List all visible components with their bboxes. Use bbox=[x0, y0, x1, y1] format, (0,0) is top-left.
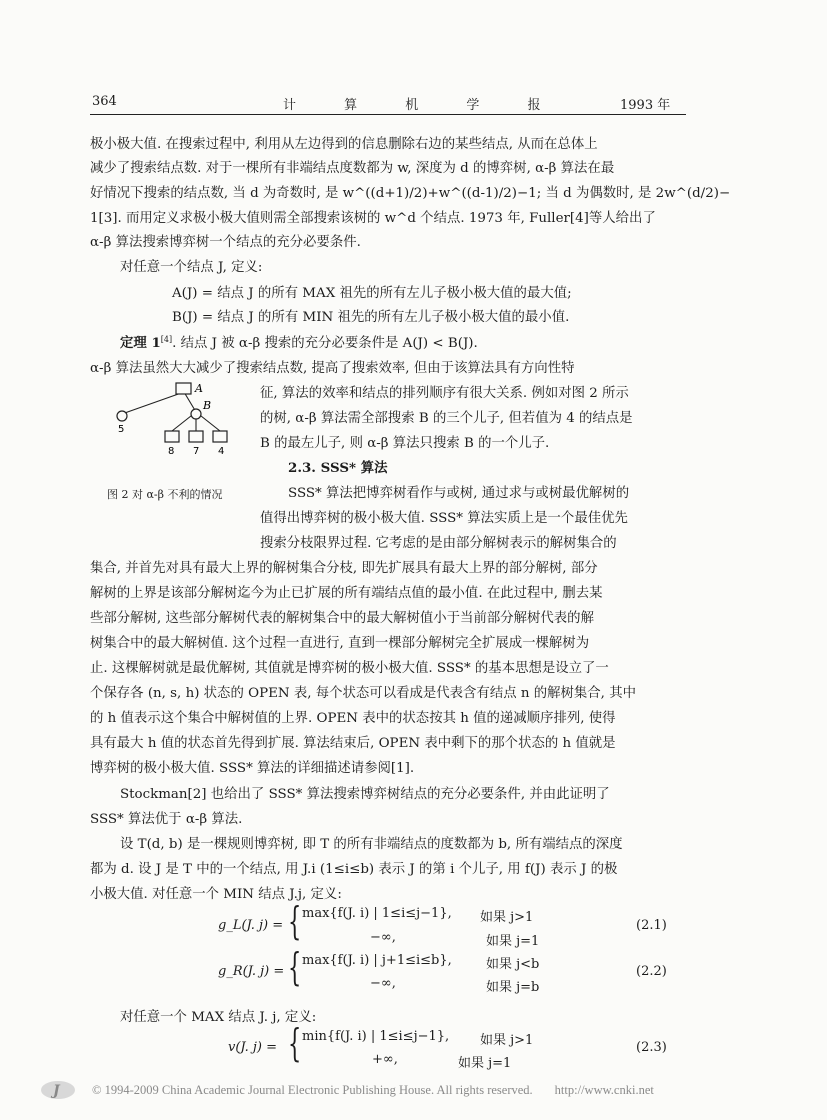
text-line: 都为 d. 设 J 是 T 中的一个结点, 用 J.i (1≤i≤b) 表示 J 的第 i 个儿子, 用 f(J) 表示 J 的极 bbox=[90, 862, 618, 877]
eq-2-2-case1: max{f(J. i) | j+1≤i≤b}, bbox=[302, 953, 452, 968]
theorem-1 bbox=[120, 332, 478, 351]
eq-2-1-case1: max{f(J. i) | 1≤i≤j−1}, bbox=[302, 906, 452, 921]
svg-text:J: J bbox=[53, 1083, 60, 1099]
min-leaf-node bbox=[117, 411, 127, 421]
eq-2-3-cond2: 如果 j=1 bbox=[458, 1056, 512, 1071]
definition-B: B(J) = 结点 J 的所有 MIN 祖先的所有左儿子极小极大值的最小值. bbox=[172, 310, 570, 325]
text-line: 好情况下搜索的结点数, 当 d 为奇数时, 是 w^((d+1)/2)+w^((d-1)/2)−1; 当 d 为偶数时, 是 2w^(d/2)− bbox=[90, 186, 731, 201]
text-line: 树集合中的最大解树值. 这个过程一直进行, 直到一棵部分解树完全扩展成一棵解树为 bbox=[90, 636, 590, 651]
eq-2-3-case1: min{f(J. i) | 1≤i≤j−1}, bbox=[302, 1029, 450, 1044]
text-line: 极小极大值. 在搜索过程中, 利用从左边得到的信息删除右边的某些结点, 从而在总体上 bbox=[90, 137, 598, 152]
text-line: 设 T(d, b) 是一棵规则博弈树, 即 T 的所有非端结点的度数都为 b, 所有端结点的深度 bbox=[120, 837, 623, 852]
text-line: Stockman[2] 也给出了 SSS* 算法搜索博弈树结点的充分必要条件, 并由此证明了 bbox=[120, 787, 610, 802]
label-A: A bbox=[195, 382, 203, 395]
max-node-A bbox=[176, 383, 191, 394]
text-line: 值得出博弈树的极小极大值. SSS* 算法实质上是一个最佳优先 bbox=[260, 511, 628, 526]
eq-2-2-cond2: 如果 j=b bbox=[486, 980, 540, 995]
eq-2-2-cond1: 如果 j<b bbox=[486, 957, 540, 972]
text-line: 集合, 并首先对具有最大上界的解树集合分枝, 即先扩展具有最大上界的部分解树, 部分 bbox=[90, 561, 598, 576]
text-line: 博弈树的极小极大值. SSS* 算法的详细描述请参阅[1]. bbox=[90, 761, 415, 776]
text-line: 些部分解树, 这些部分解树代表的解树集合中的最大解树值小于当前部分解树代表的解 bbox=[90, 611, 594, 626]
text-line: α-β 算法搜索博弈树一个结点的充分必要条件. bbox=[90, 235, 361, 250]
journal-title: 计 算 机 学 报 bbox=[283, 98, 563, 113]
leaf-node bbox=[189, 431, 203, 442]
leaf-value: 5 bbox=[118, 424, 125, 435]
eq-2-3-case2: +∞, bbox=[372, 1052, 398, 1067]
page-number: 364 bbox=[92, 94, 117, 109]
cnki-logo-icon bbox=[38, 1076, 78, 1102]
eq-2-2-case2: −∞, bbox=[370, 976, 396, 991]
label-B: B bbox=[203, 399, 212, 412]
eq-2-1-cond2: 如果 j=1 bbox=[486, 934, 540, 949]
text-line: 个保存各 (n, s, h) 状态的 OPEN 表, 每个状态可以看成是代表含有结点 n 的解树集合, 其中 bbox=[90, 686, 636, 701]
eq-2-1-cond1: 如果 j>1 bbox=[480, 910, 534, 925]
eq-number: (2.3) bbox=[636, 1040, 667, 1055]
theorem-text: . 结点 J 被 α-β 搜索的充分必要条件是 A(J) < B(J). bbox=[172, 336, 478, 351]
text-line: 的树, α-β 算法需全部搜索 B 的三个儿子, 但若值为 4 的结点是 bbox=[260, 411, 633, 426]
eq-number: (2.2) bbox=[636, 964, 667, 979]
text-line: 1[3]. 而用定义求极小极大值则需全部搜索该树的 w^d 个结点. 1973 年, Fuller[4]等人给出了 bbox=[90, 211, 656, 226]
figure-caption: 图 2 对 α-β 不利的情况 bbox=[107, 488, 223, 501]
eq-brace: { bbox=[288, 899, 302, 943]
text-line: SSS* 算法把博弈树看作与或树, 通过求与或树最优解树的 bbox=[288, 486, 630, 501]
figure-2-tree bbox=[108, 378, 248, 464]
theorem-ref: [4] bbox=[160, 335, 173, 344]
text-line: α-β 算法虽然大大减少了搜索结点数, 提高了搜索效率, 但由于该算法具有方向性特 bbox=[90, 361, 575, 376]
text-line: 征, 算法的效率和结点的排列顺序有很大关系. 例如对图 2 所示 bbox=[260, 386, 629, 401]
text-line: 搜索分枝限界过程. 它考虑的是由部分解树表示的解树集合的 bbox=[260, 536, 617, 551]
text-line: 对任意一个 MAX 结点 J. j, 定义: bbox=[120, 1010, 317, 1025]
min-node-B bbox=[191, 409, 201, 419]
eq-brace: { bbox=[288, 1021, 302, 1065]
eq-2-1-case2: −∞, bbox=[370, 930, 396, 945]
eq-2-1-lhs: g_L(J. j) = bbox=[218, 918, 284, 933]
eq-2-2-lhs: g_R(J. j) = bbox=[218, 964, 285, 979]
text-line: 减少了搜索结点数. 对于一棵所有非端结点度数都为 w, 深度为 d 的博弈树, α-β 算法在最 bbox=[90, 161, 615, 176]
eq-brace: { bbox=[288, 945, 302, 989]
text-line: B 的最左儿子, 则 α-β 算法只搜索 B 的一个儿子. bbox=[260, 436, 550, 451]
text-line: 具有最大 h 值的状态首先得到扩展. 算法结束后, OPEN 表中剩下的那个状态的 h 值就是 bbox=[90, 736, 616, 751]
theorem-label: 定理 1 bbox=[120, 335, 161, 351]
eq-2-3-cond1: 如果 j>1 bbox=[480, 1033, 534, 1048]
text-line: 解树的上界是该部分解树迄今为止已扩展的所有端结点值的最小值. 在此过程中, 删去某 bbox=[90, 586, 603, 601]
leaf-value: 8 bbox=[168, 446, 175, 457]
eq-2-3-lhs: v(J. j) = bbox=[228, 1040, 278, 1055]
leaf-node bbox=[213, 431, 227, 442]
header-rule bbox=[90, 114, 686, 115]
leaf-value: 4 bbox=[218, 446, 225, 457]
eq-number: (2.1) bbox=[636, 918, 667, 933]
leaf-value: 7 bbox=[193, 446, 200, 457]
text-line: 止. 这棵解树就是最优解树, 其值就是博弈树的极小极大值. SSS* 的基本思想是设立了一 bbox=[90, 661, 609, 676]
year: 1993 年 bbox=[620, 98, 671, 113]
definition-A: A(J) = 结点 J 的所有 MAX 祖先的所有左儿子极小极大值的最大值; bbox=[172, 286, 572, 301]
text-line: SSS* 算法优于 α-β 算法. bbox=[90, 812, 243, 827]
section-heading: 2.3. SSS* 算法 bbox=[288, 460, 388, 476]
definition-intro: 对任意一个结点 J, 定义: bbox=[120, 260, 263, 275]
footer-url: http://www.cnki.net bbox=[554, 1083, 654, 1097]
text-line: 的 h 值表示这个集合中解树值的上界. OPEN 表中的状态按其 h 值的递减顺序排列, 使得 bbox=[90, 711, 616, 726]
copyright-footer bbox=[92, 1083, 654, 1098]
leaf-node bbox=[165, 431, 179, 442]
text-line: 小极大值. 对任意一个 MIN 结点 J.j, 定义: bbox=[90, 887, 342, 902]
copyright-text: © 1994-2009 China Academic Journal Electronic Publishing House. All rights reserved. bbox=[92, 1083, 533, 1097]
